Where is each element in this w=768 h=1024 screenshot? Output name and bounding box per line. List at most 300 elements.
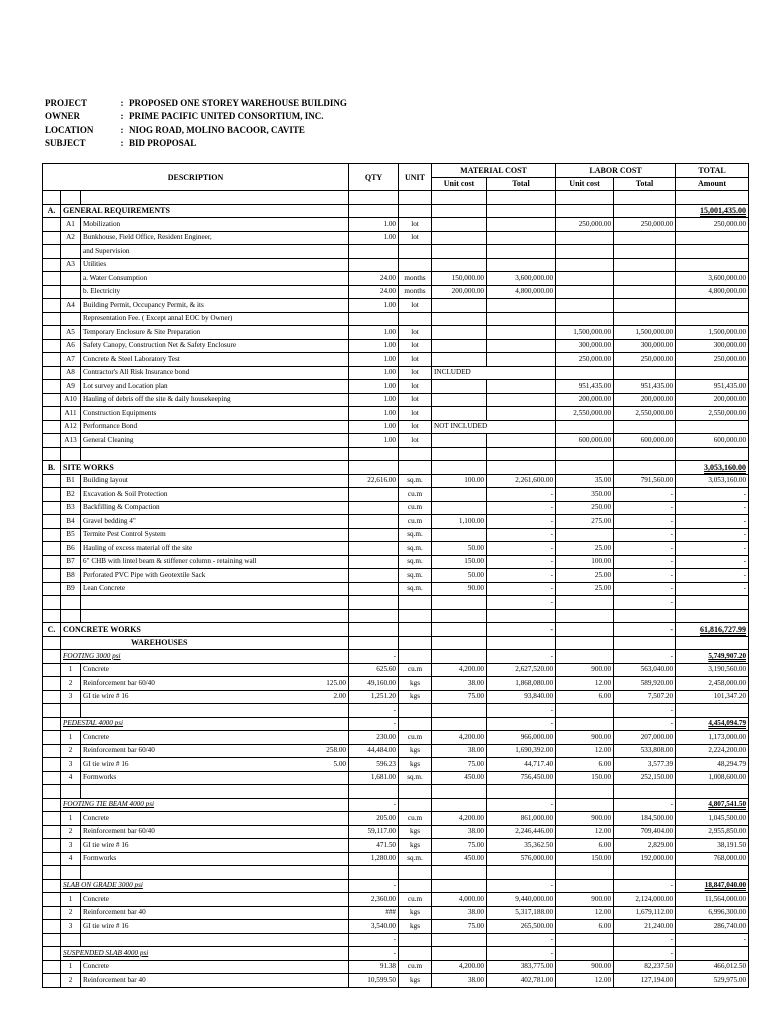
total-amount: 466,012.50 bbox=[676, 960, 749, 974]
material-total bbox=[487, 326, 556, 340]
table-row bbox=[43, 515, 749, 529]
material-unit-cost bbox=[432, 326, 487, 340]
total-amount: 4,800,000.00 bbox=[676, 285, 749, 299]
labor-total: - bbox=[614, 569, 676, 583]
labor-unit-cost bbox=[556, 299, 614, 313]
item-code: 3 bbox=[61, 690, 81, 704]
material-total: - bbox=[487, 569, 556, 583]
labor-total: 207,000.00 bbox=[614, 731, 676, 745]
total-amount: 286,740.00 bbox=[676, 920, 749, 934]
labor-total: 563,040.00 bbox=[614, 663, 676, 677]
total-amount: 11,564,000.00 bbox=[676, 893, 749, 907]
table-row bbox=[43, 380, 749, 394]
item-description: Reinforcement bar 40 bbox=[81, 906, 349, 920]
empty-cell bbox=[432, 636, 487, 650]
labor-unit-cost: 12.00 bbox=[556, 825, 614, 839]
qty-cell bbox=[349, 515, 399, 529]
total-amount bbox=[676, 299, 749, 313]
item-code bbox=[61, 596, 81, 610]
labor-total: 1,679,112.00 bbox=[614, 906, 676, 920]
row-marker bbox=[43, 825, 61, 839]
item-code: B3 bbox=[61, 501, 81, 515]
qty-cell: 1.00 bbox=[349, 339, 399, 353]
note-cell: NOT INCLUDED bbox=[432, 420, 556, 434]
table-row bbox=[43, 825, 749, 839]
qty-cell: 1.00 bbox=[349, 299, 399, 313]
unit-cell: sq.m. bbox=[399, 569, 432, 583]
item-description: Construction Equipments bbox=[81, 407, 349, 421]
item-factor: 5.00 bbox=[333, 759, 347, 768]
labor-total: 1,500,000.00 bbox=[614, 326, 676, 340]
section-title: GENERAL REQUIREMENTS bbox=[61, 204, 349, 218]
qty-cell: 3,540.00 bbox=[349, 920, 399, 934]
item-code bbox=[61, 609, 81, 623]
unit-cell: lot bbox=[399, 339, 432, 353]
subsection-title: FOOTING 3000 psi bbox=[61, 650, 349, 664]
labor-unit-cost bbox=[556, 933, 614, 947]
material-unit-cost: 200,000.00 bbox=[432, 285, 487, 299]
item-code: A6 bbox=[61, 339, 81, 353]
item-description bbox=[81, 690, 349, 704]
material-total bbox=[487, 191, 556, 205]
labor-total bbox=[614, 204, 676, 218]
unit-cell bbox=[399, 447, 432, 461]
unit-cell bbox=[399, 933, 432, 947]
table-row bbox=[43, 218, 749, 232]
material-total: 402,781.00 bbox=[487, 974, 556, 988]
table-row bbox=[43, 555, 749, 569]
item-description: Contractor's All Risk Insurance bond bbox=[81, 366, 349, 380]
material-unit-cost bbox=[432, 339, 487, 353]
qty-cell: 1,280.00 bbox=[349, 852, 399, 866]
labor-total: 533,808.00 bbox=[614, 744, 676, 758]
material-unit-cost: 38.00 bbox=[432, 974, 487, 988]
qty-cell: 22,616.00 bbox=[349, 474, 399, 488]
qty-cell: 205.00 bbox=[349, 812, 399, 826]
table-row bbox=[43, 447, 749, 461]
header-value: NIOG ROAD, MOLINO BACOOR, CAVITE bbox=[129, 124, 305, 135]
unit-cell: cu.m bbox=[399, 488, 432, 502]
qty-cell: 59,117.00 bbox=[349, 825, 399, 839]
row-marker bbox=[43, 812, 61, 826]
row-marker bbox=[43, 312, 61, 326]
total-amount: 529,975.00 bbox=[676, 974, 749, 988]
subsection-row bbox=[43, 879, 749, 893]
qty-cell bbox=[349, 501, 399, 515]
total-amount: 768,000.00 bbox=[676, 852, 749, 866]
labor-total: - bbox=[614, 488, 676, 502]
total-amount: 2,955,850.00 bbox=[676, 825, 749, 839]
labor-total bbox=[614, 258, 676, 272]
item-code bbox=[61, 285, 81, 299]
qty-cell: 1.00 bbox=[349, 420, 399, 434]
col-unit: UNIT bbox=[399, 164, 432, 191]
unit-cell: kgs bbox=[399, 974, 432, 988]
unit-cell bbox=[399, 461, 432, 475]
unit-cell bbox=[399, 623, 432, 637]
labor-total: - bbox=[614, 528, 676, 542]
total-amount: 3,053,160.00 bbox=[676, 461, 749, 475]
item-description: Concrete bbox=[81, 812, 349, 826]
item-description: Formworks bbox=[81, 771, 349, 785]
total-amount: 1,045,500.00 bbox=[676, 812, 749, 826]
material-total: - bbox=[487, 555, 556, 569]
labor-total bbox=[614, 191, 676, 205]
row-marker bbox=[43, 407, 61, 421]
qty-cell: 1.00 bbox=[349, 407, 399, 421]
unit-cell: lot bbox=[399, 326, 432, 340]
unit-cell: cu.m bbox=[399, 731, 432, 745]
row-marker bbox=[43, 542, 61, 556]
col-labor-cost: LABOR COST bbox=[556, 164, 676, 178]
unit-cell: cu.m bbox=[399, 515, 432, 529]
row-marker bbox=[43, 420, 61, 434]
item-description: GI tie wire # 16 bbox=[81, 920, 349, 934]
labor-unit-cost bbox=[556, 623, 614, 637]
labor-total: 589,920.00 bbox=[614, 677, 676, 691]
note-cell: INCLUDED bbox=[432, 366, 556, 380]
header-row bbox=[45, 137, 347, 151]
unit-cell: cu.m bbox=[399, 501, 432, 515]
labor-total: - bbox=[614, 596, 676, 610]
labor-total bbox=[614, 231, 676, 245]
item-description: General Cleaning bbox=[81, 434, 349, 448]
header-key: OWNER bbox=[45, 111, 81, 122]
total-amount: 15,001,435.00 bbox=[676, 204, 749, 218]
item-code: A12 bbox=[61, 420, 81, 434]
item-description bbox=[81, 758, 349, 772]
material-total: - bbox=[487, 650, 556, 664]
labor-unit-cost bbox=[556, 528, 614, 542]
unit-cell: lot bbox=[399, 380, 432, 394]
row-marker bbox=[43, 677, 61, 691]
total-amount: - bbox=[676, 555, 749, 569]
item-description: Concrete bbox=[81, 960, 349, 974]
qty-cell: 1,251.20 bbox=[349, 690, 399, 704]
material-total: - bbox=[487, 528, 556, 542]
unit-cell: sq.m. bbox=[399, 542, 432, 556]
header-key: SUBJECT bbox=[45, 138, 86, 149]
table-row bbox=[43, 636, 749, 650]
labor-unit-cost bbox=[556, 204, 614, 218]
table-row bbox=[43, 596, 749, 610]
material-unit-cost: 150,000.00 bbox=[432, 272, 487, 286]
material-unit-cost bbox=[432, 407, 487, 421]
material-unit-cost bbox=[432, 596, 487, 610]
material-total bbox=[487, 245, 556, 259]
total-amount bbox=[676, 447, 749, 461]
item-description: Lot survey and Location plan bbox=[81, 380, 349, 394]
item-code: A11 bbox=[61, 407, 81, 421]
material-total: 4,800,000.00 bbox=[487, 285, 556, 299]
total-amount: 1,008,600.00 bbox=[676, 771, 749, 785]
labor-unit-cost: 6.00 bbox=[556, 690, 614, 704]
item-description bbox=[81, 704, 349, 718]
labor-total: - bbox=[614, 798, 676, 812]
labor-unit-cost: 900.00 bbox=[556, 960, 614, 974]
item-description: Perforated PVC Pipe with Geotextile Sack bbox=[81, 569, 349, 583]
item-description bbox=[81, 866, 349, 880]
item-description bbox=[81, 744, 349, 758]
unit-cell bbox=[399, 204, 432, 218]
table-row bbox=[43, 839, 749, 853]
unit-cell bbox=[399, 596, 432, 610]
header-row bbox=[45, 123, 347, 137]
table-row bbox=[43, 812, 749, 826]
labor-total: 21,240.00 bbox=[614, 920, 676, 934]
row-marker bbox=[43, 596, 61, 610]
item-code: B8 bbox=[61, 569, 81, 583]
labor-unit-cost: 900.00 bbox=[556, 663, 614, 677]
unit-cell: lot bbox=[399, 218, 432, 232]
material-unit-cost bbox=[432, 879, 487, 893]
item-description-text: Reinforcement bar 60/40 bbox=[83, 746, 155, 755]
qty-cell bbox=[349, 569, 399, 583]
labor-unit-cost: 1,500,000.00 bbox=[556, 326, 614, 340]
item-description-text: GI tie wire # 16 bbox=[83, 692, 129, 701]
total-amount: 2,458,000.00 bbox=[676, 677, 749, 691]
material-unit-cost bbox=[432, 434, 487, 448]
row-marker bbox=[43, 258, 61, 272]
item-code bbox=[61, 191, 81, 205]
unit-cell: cu.m bbox=[399, 812, 432, 826]
item-code: A8 bbox=[61, 366, 81, 380]
item-code: 4 bbox=[61, 771, 81, 785]
item-description: Formworks bbox=[81, 852, 349, 866]
total-amount: 1,173,000.00 bbox=[676, 731, 749, 745]
row-marker bbox=[43, 636, 61, 650]
table-row bbox=[43, 906, 749, 920]
labor-unit-cost: 900.00 bbox=[556, 893, 614, 907]
material-total bbox=[487, 866, 556, 880]
total-amount: 5,749,907.20 bbox=[676, 650, 749, 664]
subsection-row bbox=[43, 717, 749, 731]
labor-unit-cost bbox=[556, 609, 614, 623]
item-code bbox=[61, 785, 81, 799]
qty-cell bbox=[349, 258, 399, 272]
labor-total: - bbox=[614, 515, 676, 529]
item-code: 1 bbox=[61, 812, 81, 826]
row-marker bbox=[43, 731, 61, 745]
header-key: PROJECT bbox=[45, 97, 88, 108]
row-marker bbox=[43, 474, 61, 488]
qty-cell: - bbox=[349, 704, 399, 718]
material-unit-cost bbox=[432, 704, 487, 718]
qty-cell bbox=[349, 312, 399, 326]
labor-unit-cost: 250,000.00 bbox=[556, 218, 614, 232]
labor-total bbox=[614, 312, 676, 326]
labor-unit-cost: 250,000.00 bbox=[556, 353, 614, 367]
material-total bbox=[487, 231, 556, 245]
material-unit-cost bbox=[432, 717, 487, 731]
qty-cell: - bbox=[349, 798, 399, 812]
material-unit-cost bbox=[432, 245, 487, 259]
material-unit-cost bbox=[432, 650, 487, 664]
labor-unit-cost bbox=[556, 231, 614, 245]
total-amount bbox=[676, 704, 749, 718]
labor-unit-cost bbox=[556, 312, 614, 326]
labor-total bbox=[614, 285, 676, 299]
material-total: - bbox=[487, 879, 556, 893]
material-unit-cost bbox=[432, 218, 487, 232]
total-amount: 3,053,160.00 bbox=[676, 474, 749, 488]
table-row bbox=[43, 569, 749, 583]
row-marker bbox=[43, 717, 61, 731]
item-description: Hauling of excess material off the site bbox=[81, 542, 349, 556]
table-row bbox=[43, 191, 749, 205]
unit-cell: lot bbox=[399, 434, 432, 448]
qty-cell: - bbox=[349, 879, 399, 893]
item-code bbox=[61, 933, 81, 947]
item-code: B1 bbox=[61, 474, 81, 488]
material-total: 383,775.00 bbox=[487, 960, 556, 974]
material-unit-cost bbox=[432, 461, 487, 475]
labor-unit-cost: 900.00 bbox=[556, 812, 614, 826]
unit-cell: kgs bbox=[399, 690, 432, 704]
material-unit-cost bbox=[432, 204, 487, 218]
labor-unit-cost: 300,000.00 bbox=[556, 339, 614, 353]
material-unit-cost: 50.00 bbox=[432, 542, 487, 556]
item-description: Termite Pest Control System bbox=[81, 528, 349, 542]
item-code: A2 bbox=[61, 231, 81, 245]
table-row bbox=[43, 704, 749, 718]
table-row bbox=[43, 339, 749, 353]
row-marker bbox=[43, 285, 61, 299]
labor-total: - bbox=[614, 933, 676, 947]
material-total: - bbox=[487, 596, 556, 610]
labor-total: 184,500.00 bbox=[614, 812, 676, 826]
total-amount bbox=[676, 785, 749, 799]
table-row bbox=[43, 285, 749, 299]
item-code bbox=[61, 704, 81, 718]
labor-total: - bbox=[614, 650, 676, 664]
table-row bbox=[43, 677, 749, 691]
qty-cell: - bbox=[349, 947, 399, 961]
material-total: - bbox=[487, 582, 556, 596]
labor-total: 7,507.20 bbox=[614, 690, 676, 704]
table-row bbox=[43, 231, 749, 245]
item-code: 3 bbox=[61, 920, 81, 934]
material-total: 93,840.00 bbox=[487, 690, 556, 704]
empty-cell bbox=[556, 636, 614, 650]
material-unit-cost bbox=[432, 231, 487, 245]
table-row bbox=[43, 434, 749, 448]
col-qty: QTY bbox=[349, 164, 399, 191]
empty-cell bbox=[487, 636, 556, 650]
unit-cell: months bbox=[399, 285, 432, 299]
labor-total: - bbox=[614, 879, 676, 893]
unit-cell bbox=[399, 609, 432, 623]
labor-unit-cost: 12.00 bbox=[556, 744, 614, 758]
item-code: A4 bbox=[61, 299, 81, 313]
item-code: A3 bbox=[61, 258, 81, 272]
labor-unit-cost bbox=[556, 461, 614, 475]
labor-total bbox=[614, 447, 676, 461]
labor-unit-cost bbox=[556, 447, 614, 461]
material-unit-cost: 38.00 bbox=[432, 677, 487, 691]
labor-total bbox=[614, 245, 676, 259]
unit-cell bbox=[399, 879, 432, 893]
row-marker bbox=[43, 974, 61, 988]
group-title bbox=[61, 636, 349, 650]
item-description-text: Reinforcement bar 60/40 bbox=[83, 678, 155, 687]
labor-total: - bbox=[614, 542, 676, 556]
table-row bbox=[43, 785, 749, 799]
qty-cell: 44,484.00 bbox=[349, 744, 399, 758]
total-amount: 38,191.50 bbox=[676, 839, 749, 853]
row-marker bbox=[43, 515, 61, 529]
material-unit-cost bbox=[432, 933, 487, 947]
unit-cell: lot bbox=[399, 366, 432, 380]
item-description: Concrete bbox=[81, 731, 349, 745]
material-unit-cost bbox=[432, 866, 487, 880]
labor-total: 250,000.00 bbox=[614, 218, 676, 232]
total-amount bbox=[676, 258, 749, 272]
item-code: 1 bbox=[61, 663, 81, 677]
section-code: C. bbox=[43, 623, 61, 637]
material-total: - bbox=[487, 933, 556, 947]
section-title: SITE WORKS bbox=[61, 461, 349, 475]
total-amount: 3,190,560.00 bbox=[676, 663, 749, 677]
labor-unit-cost: 250.00 bbox=[556, 501, 614, 515]
table-row bbox=[43, 353, 749, 367]
total-amount: 250,000.00 bbox=[676, 218, 749, 232]
item-code: 2 bbox=[61, 744, 81, 758]
material-unit-cost: 4,200.00 bbox=[432, 731, 487, 745]
section-row bbox=[43, 204, 749, 218]
section-code: B. bbox=[43, 461, 61, 475]
unit-cell bbox=[399, 785, 432, 799]
labor-total: 82,237.50 bbox=[614, 960, 676, 974]
empty-cell bbox=[399, 636, 432, 650]
unit-cell bbox=[399, 947, 432, 961]
row-marker bbox=[43, 690, 61, 704]
header-row bbox=[45, 96, 347, 110]
total-amount: 200,000.00 bbox=[676, 393, 749, 407]
total-amount: - bbox=[676, 933, 749, 947]
material-total: 1,868,080.00 bbox=[487, 677, 556, 691]
qty-cell: 1,681.00 bbox=[349, 771, 399, 785]
material-total: - bbox=[487, 717, 556, 731]
labor-unit-cost: 200,000.00 bbox=[556, 393, 614, 407]
table-row bbox=[43, 852, 749, 866]
table-row bbox=[43, 326, 749, 340]
qty-cell: 24.00 bbox=[349, 272, 399, 286]
labor-total: 3,577.39 bbox=[614, 758, 676, 772]
labor-unit-cost bbox=[556, 866, 614, 880]
total-amount: - bbox=[676, 501, 749, 515]
labor-total: 791,560.00 bbox=[614, 474, 676, 488]
row-marker bbox=[43, 744, 61, 758]
total-amount bbox=[676, 245, 749, 259]
item-code bbox=[61, 245, 81, 259]
row-marker bbox=[43, 947, 61, 961]
labor-unit-cost: 6.00 bbox=[556, 920, 614, 934]
labor-total: 192,000.00 bbox=[614, 852, 676, 866]
material-total: - bbox=[487, 623, 556, 637]
item-description-text: GI tie wire # 16 bbox=[83, 759, 129, 768]
labor-unit-cost bbox=[556, 596, 614, 610]
header-colon: : bbox=[120, 138, 124, 149]
row-marker bbox=[43, 434, 61, 448]
labor-total bbox=[614, 461, 676, 475]
item-description: Temporary Enclosure & Site Preparation bbox=[81, 326, 349, 340]
total-amount: 6,996,300.00 bbox=[676, 906, 749, 920]
qty-cell: - bbox=[349, 933, 399, 947]
total-amount bbox=[676, 866, 749, 880]
subsection-row bbox=[43, 798, 749, 812]
row-marker bbox=[43, 366, 61, 380]
